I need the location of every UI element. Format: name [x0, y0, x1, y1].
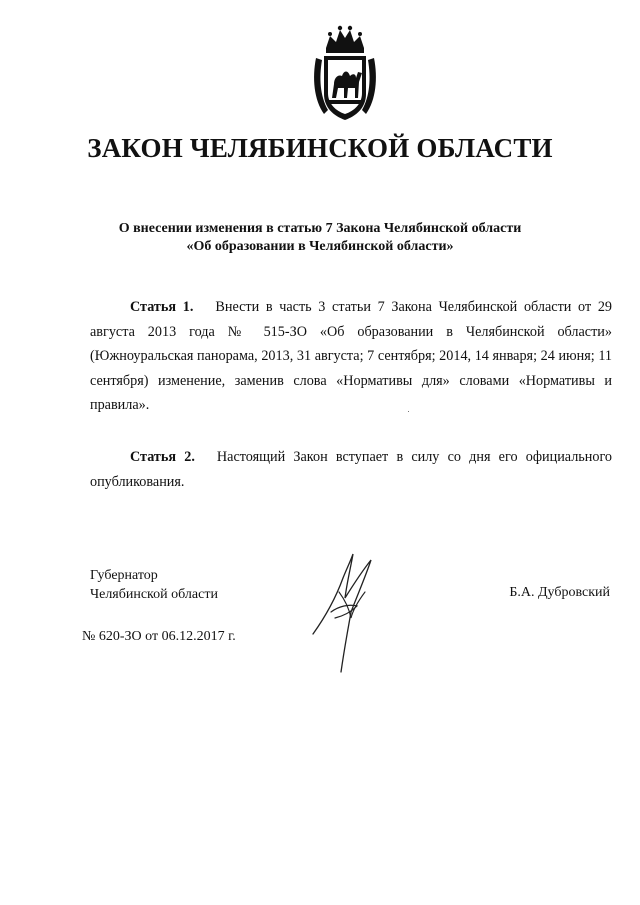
law-number: № 620-ЗО от 06.12.2017 г. [82, 629, 236, 644]
article-1 [90, 295, 612, 418]
page-title: ЗАКОН ЧЕЛЯБИНСКОЙ ОБЛАСТИ [87, 133, 553, 163]
governor-region: Челябинской области [90, 587, 218, 602]
article-text: Настоящий Закон вступает в силу со дня его официального опубликования. [90, 449, 613, 490]
governor-name: Б.А. Дубровский [509, 585, 610, 600]
article-number: Статья 1. [130, 299, 194, 315]
document-subtitle [0, 220, 640, 256]
article-text: Внести в часть 3 статьи 7 Закона Челябинской области от 29 августа 2013 года № 515-ЗО «Об образовании в Челябинской области» (Южноуральская панорама, 2013, 31 августа; 7 сентября; 2014, 14 января; 24 июня; 11 сентября) изменение, заменив слова «Нормативы для» словами «Нормативы и правила». [90, 299, 613, 413]
article-2 [90, 445, 612, 494]
stray-mark [408, 411, 409, 412]
governor-title [90, 566, 218, 604]
coat-of-arms-icon [310, 18, 380, 122]
article-number: Статья 2. [130, 449, 195, 465]
governor-position: Губернатор [90, 568, 158, 583]
signature-image [305, 548, 385, 676]
subtitle-line: О внесении изменения в статью 7 Закона Челябинской области [118, 221, 522, 236]
subtitle-line: «Об образовании в Челябинской области» [186, 239, 454, 254]
